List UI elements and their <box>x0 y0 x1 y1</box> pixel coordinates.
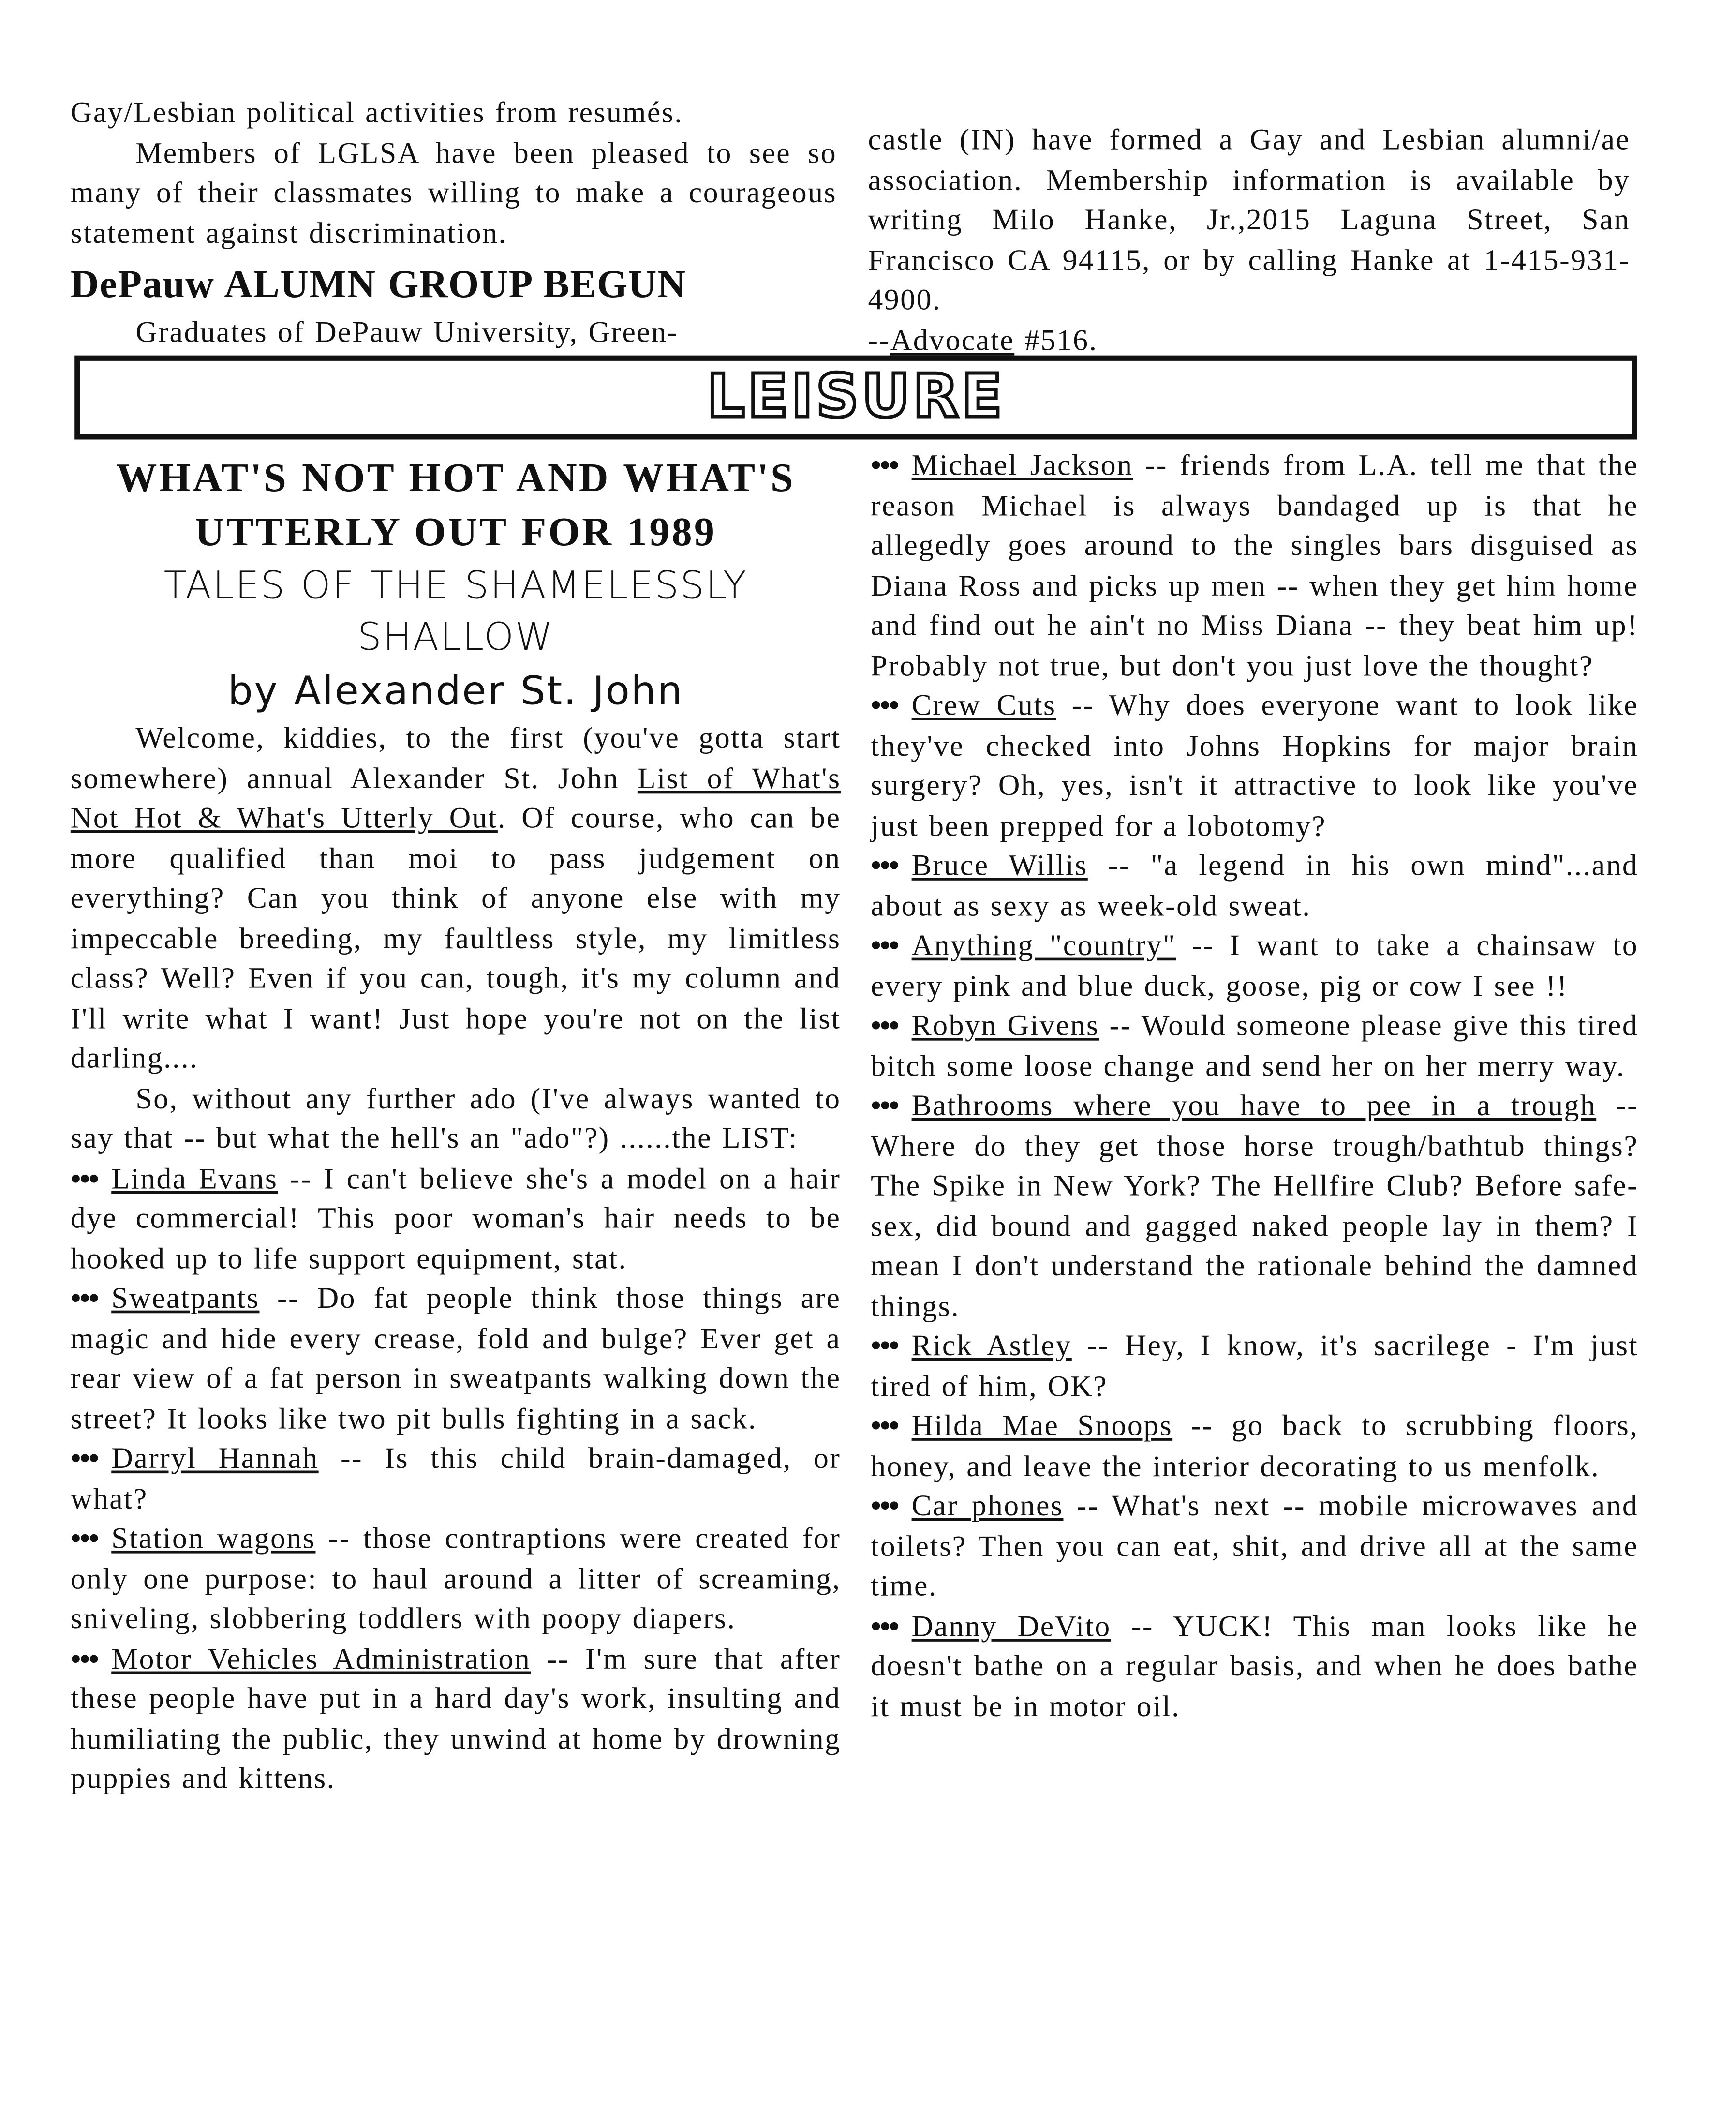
list-item: ••• Rick Astley -- Hey, I know, it's sacrilege - I'm just tired of him, OK? <box>871 1328 1639 1402</box>
list-item: ••• Crew Cuts -- Why does everyone want to look like they've checked into Johns Hopkins for major brain surgery? Oh, yes, isn't it attractive to look like you've just been prepped for a lobotomy? <box>871 688 1639 842</box>
bullet-icon: ••• <box>871 1088 898 1122</box>
intro-paragraph: Welcome, kiddies, to the first (you've gotta start somewhere) annual Alexander St. John List of What's Not Hot & What's Utterly Out. Of course, who can be more qualified than moi to pass judgement on everything? Can you think of anyone else with my impeccable breeding, my faultless style, my limitless class? Well? Even if you can, tough, it's my column and I'll write what I want! Just hope you're not on the list darling.... <box>70 720 841 1075</box>
article-right-column <box>871 445 1638 1726</box>
bullet-icon: ••• <box>70 1280 98 1315</box>
item-name: Linda Evans <box>111 1160 278 1195</box>
item-name: Car phones <box>911 1488 1064 1523</box>
item-name: Bruce Willis <box>911 848 1088 882</box>
list-item: ••• Bruce Willis -- "a legend in his own mind"...and about as sexy as week-old sweat. <box>871 848 1639 922</box>
section-title: LEISURE <box>707 362 1005 432</box>
list-item: ••• Sweatpants -- Do fat people think those things are magic and hide every crease, fold and bulge? Ever get a rear view of a fat person in sweatpants walking down the street? It looks like two pit bulls fighting in a sack. <box>70 1280 841 1435</box>
list-item: ••• Robyn Givens -- Would someone please give this tired bitch some loose change and send her on her merry way. <box>871 1008 1639 1082</box>
issue-number: #516. <box>1014 322 1098 357</box>
item-name: Motor Vehicles Administration <box>111 1641 531 1675</box>
list-item: ••• Michael Jackson -- friends from L.A. tell me that the reason Michael is always bandaged up is that he allegedly goes around to the singles bars disguised as Diana Ross and picks up men -- when they get him home and find out he ain't no Miss Diana -- they beat him up! Probably not true, but don't you just love the thought? <box>871 448 1639 682</box>
intro-paragraph: So, without any further ado (I've always wanted to say that -- but what the hell's an "ado"?) ......the LIST: <box>70 1080 841 1155</box>
bullet-icon: ••• <box>871 1408 898 1442</box>
bullet-icon: ••• <box>871 448 898 482</box>
list-item: ••• Linda Evans -- I can't believe she's a model on a hair dye commercial! This poor woman's hair needs to be hooked up to life support equipment, stat. <box>70 1160 841 1275</box>
item-name: Danny DeVito <box>911 1608 1111 1643</box>
top-left-column <box>71 92 837 352</box>
item-name: Bathrooms where you have to pee in a trough <box>911 1088 1597 1122</box>
article-left-column <box>71 452 841 1798</box>
item-name: Michael Jackson <box>911 448 1133 482</box>
item-name: Robyn Givens <box>911 1008 1099 1042</box>
list-item: ••• Station wagons -- those contraptions were created for only one purpose: to haul around a litter of screaming, sniveling, slobbering toddlers with poopy diapers. <box>70 1521 841 1635</box>
bullet-icon: ••• <box>871 848 898 882</box>
list-item: ••• Darryl Hannah -- Is this child brain-damaged, or what? <box>70 1440 841 1515</box>
bullet-icon: ••• <box>70 1440 98 1475</box>
bullet-icon: ••• <box>871 1328 898 1362</box>
list-title: List of What's Not Hot & What's Utterly Out <box>70 760 841 835</box>
list-item: ••• Car phones -- What's next -- mobile microwaves and toilets? Then you can eat, shit, and drive all at the same time. <box>871 1488 1639 1602</box>
article-title: WHAT'S NOT HOT AND WHAT'S UTTERLY OUT FOR 1989 <box>116 456 795 555</box>
list-item: ••• Hilda Mae Snoops -- go back to scrubbing floors, honey, and leave the interior decorating to us menfolk. <box>871 1408 1639 1482</box>
bullet-icon: ••• <box>871 1608 898 1643</box>
byline: by Alexander St. John <box>228 667 684 714</box>
source-line <box>868 319 1631 359</box>
bullet-icon: ••• <box>871 1488 898 1523</box>
item-name: Darryl Hannah <box>111 1440 319 1475</box>
dash: -- <box>868 322 890 357</box>
section-heading: DePauw ALUMN GROUP BEGUN <box>70 263 686 307</box>
bullet-icon: ••• <box>70 1641 98 1675</box>
item-name: Station wagons <box>111 1521 316 1555</box>
paragraph: Members of LGLSA have been pleased to see so many of their classmates willing to make a courageous statement against discrimination. <box>70 135 837 249</box>
section-banner <box>74 356 1637 440</box>
bullet-icon: ••• <box>871 927 898 962</box>
list-item: ••• Motor Vehicles Administration -- I'm sure that after these people have put in a hard day's work, insulting and humiliating the public, they unwind at home by drowning puppies and kittens. <box>70 1641 841 1795</box>
list-item: ••• Danny DeVito -- YUCK! This man looks like he doesn't bathe on a regular basis, and when he does bathe it must be in motor oil. <box>871 1608 1639 1722</box>
item-name: Rick Astley <box>911 1328 1072 1362</box>
bullet-icon: ••• <box>871 688 898 722</box>
top-right-column <box>868 120 1631 359</box>
item-name: Hilda Mae Snoops <box>911 1408 1173 1442</box>
bullet-icon: ••• <box>70 1160 98 1195</box>
bullet-icon: ••• <box>70 1521 98 1555</box>
article-subtitle: TALES OF THE SHAMELESSLY SHALLOW <box>163 563 748 659</box>
item-name: Sweatpants <box>111 1280 260 1315</box>
paragraph: castle (IN) have formed a Gay and Lesbian alumni/ae association. Membership information is available by writing Milo Hanke, Jr.,2015 Laguna Street, San Francisco CA 94115, or by calling Hanke at 1-415-931-4900. <box>868 122 1631 316</box>
bullet-icon: ••• <box>871 1008 898 1042</box>
paragraph: Gay/Lesbian political activities from resumés. <box>70 95 683 129</box>
source-name: Advocate <box>890 322 1015 357</box>
list-item: ••• Bathrooms where you have to pee in a trough -- Where do they get those horse trough/bathtub things? The Spike in New York? The Hellfire Club? Before safe-sex, did bound and gagged naked people lay in them? I mean I don't understand the rationale behind the damned things. <box>871 1088 1639 1322</box>
list-item: ••• Anything "country" -- I want to take a chainsaw to every pink and blue duck, goose, pig or cow I see !! <box>871 927 1639 1002</box>
paragraph: Graduates of DePauw University, Green- <box>135 314 679 349</box>
item-name: Crew Cuts <box>911 688 1056 722</box>
item-name: Anything "country" <box>911 927 1176 962</box>
